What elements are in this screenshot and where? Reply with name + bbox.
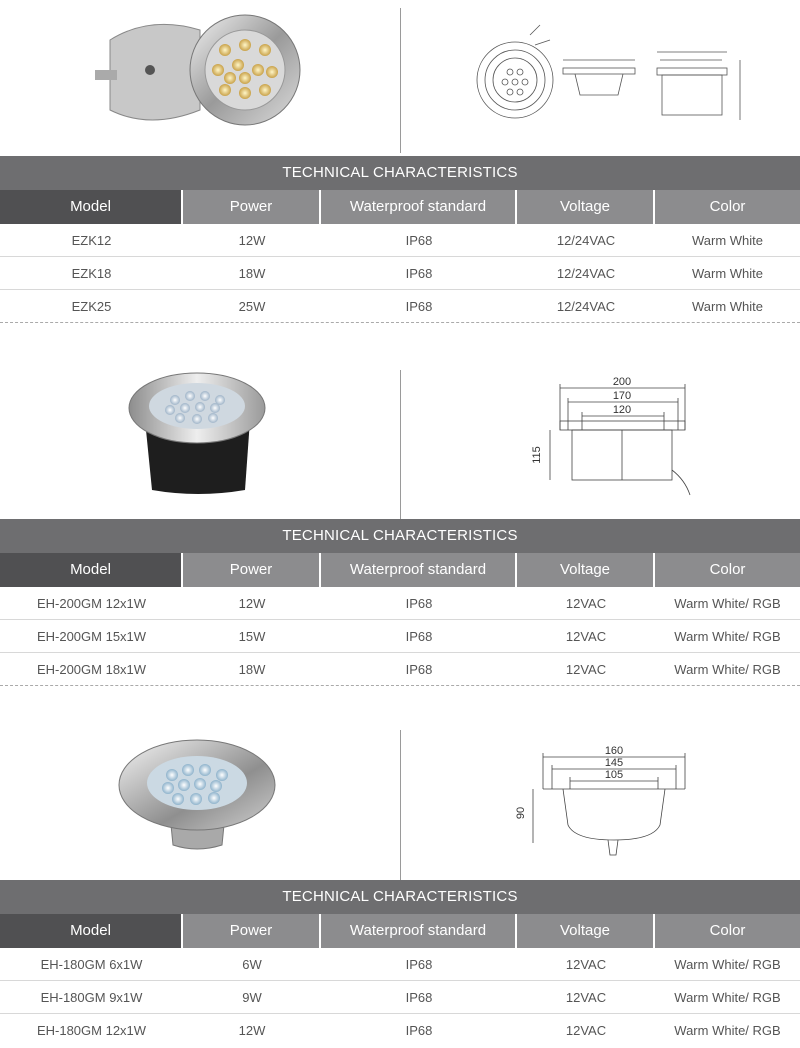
cell-power: 9W [242, 990, 262, 1005]
cell-voltage: 12VAC [565, 957, 607, 972]
dim-width-mid: 170 [612, 390, 632, 402]
cell-color: Warm White/ RGB [674, 662, 781, 677]
cell-waterproof: IP68 [405, 990, 433, 1005]
header-color: Color [655, 553, 800, 587]
cell-power: 6W [242, 957, 262, 972]
cell-model: EZK18 [71, 266, 112, 281]
product-image-row-2 [0, 330, 800, 520]
technical-drawing-ezk [400, 0, 800, 155]
header-power: Power [183, 914, 321, 948]
cell-waterproof: IP68 [405, 957, 433, 972]
cell-waterproof: IP68 [405, 233, 433, 248]
header-waterproof: Waterproof standard [321, 553, 517, 587]
cell-waterproof: IP68 [405, 299, 433, 314]
header-power: Power [183, 553, 321, 587]
cell-waterproof: IP68 [405, 1023, 433, 1038]
table-row [0, 948, 800, 981]
cell-voltage: 12/24VAC [556, 233, 616, 248]
table-row [0, 653, 800, 686]
cell-voltage: 12/24VAC [556, 266, 616, 281]
header-waterproof: Waterproof standard [321, 914, 517, 948]
product-photo-eh-180gm [0, 715, 400, 880]
cell-color: Warm White [691, 233, 764, 248]
header-color: Color [655, 914, 800, 948]
table-header-2 [0, 553, 800, 587]
product-image-row-1 [0, 0, 800, 155]
table-row [0, 587, 800, 620]
cell-color: Warm White/ RGB [674, 957, 781, 972]
header-power: Power [183, 190, 321, 224]
cell-color: Warm White/ RGB [674, 990, 781, 1005]
header-voltage: Voltage [517, 914, 655, 948]
cell-power: 25W [238, 299, 266, 314]
cell-color: Warm White/ RGB [674, 1023, 781, 1038]
cell-model: EH-180GM 12x1W [36, 1023, 147, 1038]
product-image-row-3 [0, 715, 800, 880]
cell-color: Warm White [691, 299, 764, 314]
dim-height: 90 [515, 806, 527, 820]
cell-model: EH-200GM 12x1W [36, 596, 147, 611]
cell-voltage: 12VAC [565, 596, 607, 611]
dim-width-outer: 200 [612, 376, 632, 388]
dim-width-outer: 160 [604, 745, 624, 757]
dim-width-mid: 145 [604, 757, 624, 769]
table-row [0, 257, 800, 290]
header-model: Model [0, 553, 183, 587]
dim-width-inner: 105 [604, 769, 624, 781]
table-row [0, 981, 800, 1014]
cell-model: EH-180GM 6x1W [40, 957, 143, 972]
cell-power: 12W [238, 596, 266, 611]
cell-waterproof: IP68 [405, 629, 433, 644]
header-voltage: Voltage [517, 553, 655, 587]
product-photo-eh-200gm [0, 330, 400, 520]
table-header-1 [0, 190, 800, 224]
cell-power: 12W [238, 233, 266, 248]
cell-model: EZK12 [71, 233, 112, 248]
cell-waterproof: IP68 [405, 266, 433, 281]
cell-voltage: 12VAC [565, 662, 607, 677]
cell-voltage: 12VAC [565, 629, 607, 644]
dim-width-inner: 120 [612, 404, 632, 416]
cell-power: 12W [238, 1023, 266, 1038]
cell-voltage: 12/24VAC [556, 299, 616, 314]
table-title-3: TECHNICAL CHARACTERISTICS [0, 880, 800, 914]
cell-power: 18W [238, 662, 266, 677]
table-row [0, 290, 800, 323]
cell-voltage: 12VAC [565, 1023, 607, 1038]
cell-model: EH-200GM 18x1W [36, 662, 147, 677]
cell-power: 15W [238, 629, 266, 644]
cell-voltage: 12VAC [565, 990, 607, 1005]
cell-waterproof: IP68 [405, 596, 433, 611]
dim-height: 115 [531, 446, 543, 464]
table-title-1: TECHNICAL CHARACTERISTICS [0, 156, 800, 190]
cell-power: 18W [238, 266, 266, 281]
header-waterproof: Waterproof standard [321, 190, 517, 224]
product-photo-ezk [0, 0, 400, 155]
table-header-3 [0, 914, 800, 948]
table-row [0, 1014, 800, 1047]
table-row [0, 620, 800, 653]
header-model: Model [0, 190, 183, 224]
header-model: Model [0, 914, 183, 948]
table-row [0, 224, 800, 257]
cell-color: Warm White/ RGB [674, 596, 781, 611]
technical-drawing-eh-200gm [400, 330, 800, 520]
cell-waterproof: IP68 [405, 662, 433, 677]
technical-drawing-eh-180gm [400, 715, 800, 880]
cell-color: Warm White [691, 266, 764, 281]
header-color: Color [655, 190, 800, 224]
cell-model: EH-180GM 9x1W [40, 990, 143, 1005]
cell-color: Warm White/ RGB [674, 629, 781, 644]
cell-model: EZK25 [71, 299, 112, 314]
header-voltage: Voltage [517, 190, 655, 224]
table-title-2: TECHNICAL CHARACTERISTICS [0, 519, 800, 553]
cell-model: EH-200GM 15x1W [36, 629, 147, 644]
